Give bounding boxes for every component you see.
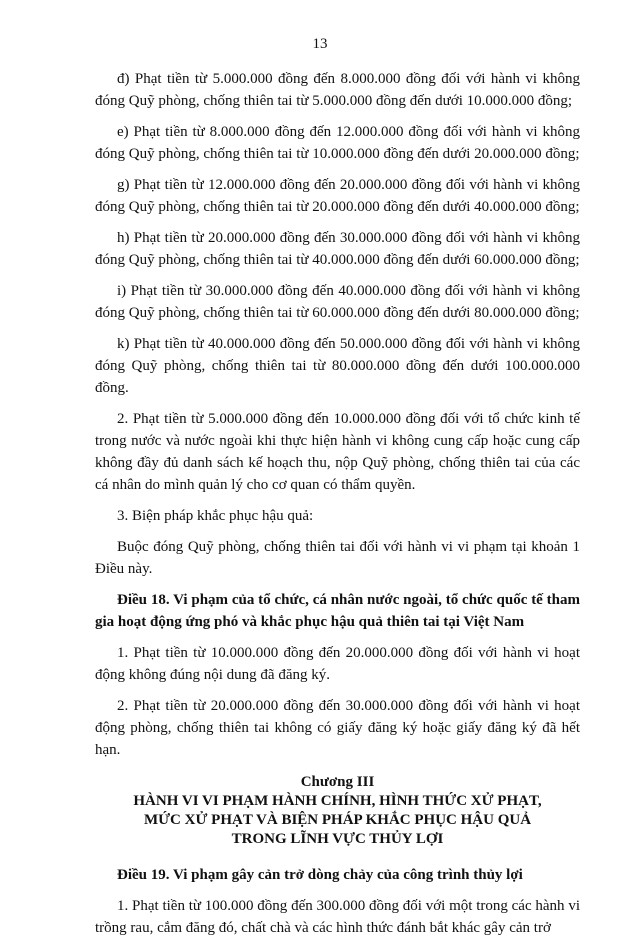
paragraph-k: k) Phạt tiền từ 40.000.000 đồng đến 50.000.000 đồng đối với hành vi không đóng Quỹ phòng, chống thiên tai từ 80.000.000 đồng đến dưới 100.000.000 đồng.: [95, 336, 580, 396]
article-18-clause-1: 1. Phạt tiền từ 10.000.000 đồng đến 20.000.000 đồng đối với hành vi hoạt động không đúng nội dung đã đăng ký.: [95, 645, 580, 683]
paragraph-d: đ) Phạt tiền từ 5.000.000 đồng đến 8.000.000 đồng đối với hành vi không đóng Quỹ phòng, chống thiên tai từ 5.000.000 đồng đến dưới 10.000.000 đồng;: [95, 71, 580, 109]
paragraph-i: i) Phạt tiền từ 30.000.000 đồng đến 40.000.000 đồng đối với hành vi không đóng Quỹ phòng, chống thiên tai từ 60.000.000 đồng đến dưới 80.000.000 đồng;: [95, 283, 580, 321]
chapter-title-line-3: TRONG LĨNH VỰC THỦY LỢI: [231, 831, 444, 847]
article-18-clause-2: 2. Phạt tiền từ 20.000.000 đồng đến 30.000.000 đồng đối với hành vi hoạt động phòng, chống thiên tai không có giấy đăng ký hoặc giấy đăng ký đã hết hạn.: [95, 698, 580, 758]
chapter-label: Chương III: [300, 774, 375, 790]
chapter-title-line-2: MỨC XỬ PHẠT VÀ BIỆN PHÁP KHẮC PHỤC HẬU QUẢ: [143, 812, 532, 828]
article-19-heading: Điều 19. Vi phạm gây cản trở dòng chảy của công trình thủy lợi: [117, 867, 523, 883]
bottom-paragraphs: [95, 864, 580, 939]
paragraph-e: e) Phạt tiền từ 8.000.000 đồng đến 12.000.000 đồng đối với hành vi không đóng Quỹ phòng, chống thiên tai từ 10.000.000 đồng đến dưới 20.000.000 đồng;: [95, 124, 580, 162]
remedy-text: Buộc đóng Quỹ phòng, chống thiên tai đối với hành vi vi phạm tại khoản 1 Điều này.: [95, 539, 580, 577]
clause-3: 3. Biện pháp khắc phục hậu quả:: [117, 508, 314, 524]
paragraph-g: g) Phạt tiền từ 12.000.000 đồng đến 20.000.000 đồng đối với hành vi không đóng Quỹ phòng, chống thiên tai từ 20.000.000 đồng đến dưới 40.000.000 đồng;: [95, 177, 580, 215]
article-19-clause-1: 1. Phạt tiền từ 100.000 đồng đến 300.000 đồng đối với một trong các hành vi trồng rau, cắm đăng đó, chất chà và các hình thức đánh bắt khác gây cản trở: [95, 898, 580, 936]
document-body: [95, 68, 580, 948]
page-number: 13: [312, 36, 328, 52]
top-paragraphs: [95, 68, 580, 761]
article-18-heading: Điều 18. Vi phạm của tổ chức, cá nhân nước ngoài, tổ chức quốc tế tham gia hoạt động ứng phó và khắc phục hậu quả thiên tai tại Việt Nam: [95, 592, 580, 630]
paragraph-h: h) Phạt tiền từ 20.000.000 đồng đến 30.000.000 đồng đối với hành vi không đóng Quỹ phòng, chống thiên tai từ 40.000.000 đồng đến dưới 60.000.000 đồng;: [95, 230, 580, 268]
clause-2: 2. Phạt tiền từ 5.000.000 đồng đến 10.000.000 đồng đối với tổ chức kinh tế trong nước và nước ngoài khi thực hiện hành vi không cung cấp hoặc cung cấp không đầy đủ danh sách kế hoạch thu, nộp Quỹ phòng, chống thiên tai của các cá nhân do mình quản lý cho cơ quan có thẩm quyền.: [95, 411, 580, 493]
chapter-heading: [95, 773, 580, 849]
chapter-title-line-1: HÀNH VI VI PHẠM HÀNH CHÍNH, HÌNH THỨC XỬ PHẠT,: [133, 793, 542, 809]
